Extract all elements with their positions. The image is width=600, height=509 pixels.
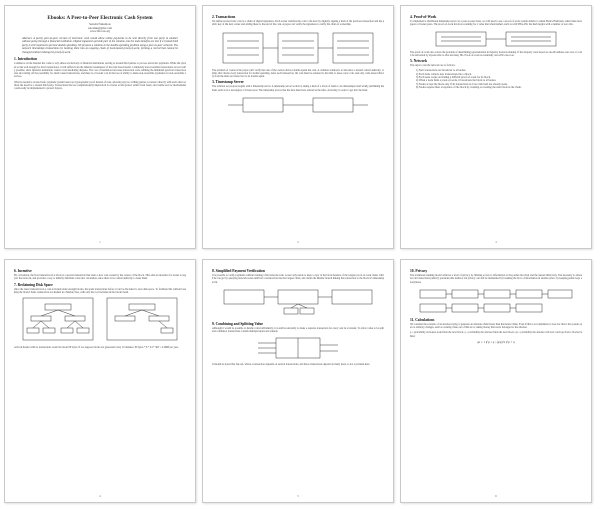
section-text: The proof-of-work also solves the problem of determining representation in majority decision making. If the majority were based on one-IP-address-one-vote, it could be subverted by anyone able to allocate many IPs. Proof-of-work is essentially one-CPU-one-vote. [410,50,582,57]
spv-figure [218,286,378,320]
transaction-chain-figure [213,29,383,67]
privacy-model-figure [416,286,576,316]
section-text: To implement a distributed timestamp server on a peer-to-peer basis, we will need to use a proof-of-work system similar to Adam Back's Hashcash, rather than newspaper or Usenet posts. The proof-of-work involves scanning for a value that when hashed, such as with SHA-256, the hash begins with a number of zero bits. [410,20,582,27]
page-number: 1 [99,240,101,244]
section-heading: 7. Reclaiming Disk Space [14,282,53,287]
equation: qz = 1 if p ≤ q ; (q/p)^z if p > q [477,339,515,344]
proof-of-work-figure [421,29,571,49]
section-text: We consider the scenario of an attacker trying to generate an alternate chain faster than the honest chain. Even if this is accomplished, it does not throw the system open to arbitrary changes, such as creating value out of thin air or taking money that never belonged to the attacker. [410,323,582,330]
section-text: The steps to run the network are as follows: [410,64,456,68]
section-heading: 11. Calculations [410,317,435,322]
list-item: 2) Each node collects new transactions into a block. [416,72,472,76]
author-name: Satoshi Nakamoto [88,22,112,26]
list-item: 6) Nodes express their acceptance of the block by working on creating the next block in the chain. [416,85,522,89]
list-item: 4) When a node finds a proof-of-work, it broadcasts the block to all nodes. [416,79,497,83]
document-page-6 [400,259,592,503]
section-heading: 10. Privacy [410,269,428,273]
page-number: 2 [297,240,299,244]
author-site: www.bitcoin.org [89,29,111,34]
document-page-1 [4,5,196,249]
section-text: The traditional banking model achieves a level of privacy by limiting access to information to the parties involved and the trusted third party. The necessity to announce all transactions publicly precludes this method, but privacy can still be maintained by breaking the flow of information in another place: by keeping public keys anonymous. [410,274,582,284]
transaction-io-figure [238,335,358,361]
section-text: The problem of course is the payee can't verify that one of the owners did not double-spend the coin. A common solution is to introduce a trusted central authority, or mint, that checks every transaction for double spending. After each transaction, the coin must be returned to the mint to issue a new coin, and only coins issued directly from the mint are trusted not to be double-spent. [212,68,384,79]
section-text: Once the latest transaction in a coin is buried under enough blocks, the spent transactions before it can be discarded to save disk space. To facilitate this without breaking the block's hash, transactions are hashed in a Merkle Tree, with only the root included in the block's hash. [14,287,186,295]
page-number: 5 [297,494,299,498]
section-heading: 1. Introduction [14,57,38,62]
section-text: It should be noted that fan-out, where a transaction depends on several transactions, and those transactions depend on many more, is not a problem here. [212,363,371,367]
list-item: 3) Each node works on finding a difficult proof-of-work for its block. [416,76,491,80]
section-text: By convention, the first transaction in a block is a special transaction that starts a new coin owned by the creator of the block. This adds an incentive for nodes to support the network, and provides a way to initially distribute coins into circulation, since there is no central authority to issue them. [14,274,186,281]
section-text: We define an electronic coin as a chain of digital signatures. Each owner transfers the coin to the next by digitally signing a hash of the previous transaction and the public key of the next owner and adding these to the end of the coin. A payee can verify the signatures to verify the chain of ownership. [212,20,384,27]
section-heading: 6. Incentive [14,269,32,273]
section-heading: 8. Simplified Payment Verification [212,269,265,273]
document-title: Ebooks: A Peer-to-Peer Electronic Cash System [47,15,153,21]
page-number: 6 [495,494,497,498]
page-number: 3 [495,240,497,244]
author-email: satoshin@gmx.com [88,25,112,30]
document-abstract: Abstract. A purely peer-to-peer version of electronic cash would allow online payments to be sent directly from one party to another without going through a financial institution. Digital signatures provide part of the solution, but the main benefits are lost if a trusted third party is still required to prevent double-spending. We propose a solution to the double-spending problem using a peer-to-peer network. The network timestamps transactions by hashing them into an ongoing chain of hash-based proof-of-work, forming a record that cannot be changed without redoing the proof-of-work. [22,36,178,54]
section-text: Commerce on the Internet has come to rely almost exclusively on financial institutions serving as trusted third parties to process electronic payments. While the system works well enough for most transactions, it still suffers from the inherent weaknesses of the trust based model. Completely non-reversible transactions are not really possible, since financial institutions cannot avoid mediating disputes. The cost of mediation increases transaction costs, limiting the minimum practical transaction size and cutting off the possibility for small casual transactions, and there is a broader cost in the loss of ability to make non-reversible payments for non-reversible services. [14,62,186,79]
section-heading: 5. Network [410,59,427,64]
section-text: What is needed is an electronic payment system based on cryptographic proof instead of trust, allowing any two willing parties to transact directly with each other without the need for a trusted third party. Transactions that are computationally impractical to reverse would protect sellers from fraud, and routine escrow mechanisms could easily be implemented to protect buyers. [14,80,186,90]
document-page-3 [400,5,592,249]
section-heading: 9. Combining and Splitting Value [212,321,264,326]
section-text: It is possible to verify payments without running a full network node. A user only needs to keep a copy of the block headers of the longest proof-of-work chain, which he can get by querying network nodes until he's convinced he has the longest chain, and obtain the Merkle branch linking the transaction to the block it's timestamped in. [212,274,384,284]
document-page-2 [202,5,394,249]
document-page-4 [4,259,196,503]
section-text: A block header with no transactions would be about 80 bytes. If we suppose blocks are generated every 10 minutes, 80 bytes * 6 * 24 * 365 = 4.2MB per year. [14,346,179,350]
section-text: The solution we propose begins with a timestamp server. A timestamp server works by taking a hash of a block of items to be timestamped and widely publishing the hash, such as in a newspaper or Usenet post. The timestamp proves that the data must have existed at the time, obviously, in order to get into the hash. [212,85,384,92]
section-text: p = probability an honest node finds the next block; q = probability the attacker finds the next block; qz = probability the attacker will ever catch up from z blocks behind. [410,331,582,338]
section-text: Although it would be possible to handle coins individually, it would be unwieldy to make a separate transaction for every cent in a transfer. To allow value to be split and combined, transactions contain multiple inputs and outputs. [212,327,384,334]
document-authors [14,23,186,34]
section-heading: 2. Transactions [212,15,236,19]
section-heading: 4. Proof-of-Work [410,15,437,19]
merkle-tree-figure [15,296,185,344]
list-item: 1) New transactions are broadcast to all nodes. [416,69,467,73]
page-number: 4 [99,494,101,498]
list-item: 5) Nodes accept the block only if all transactions in it are valid and not already spent. [416,82,508,86]
timestamp-figure [223,94,373,116]
section-heading: 3. Timestamp Server [212,80,244,85]
document-page-5 [202,259,394,503]
